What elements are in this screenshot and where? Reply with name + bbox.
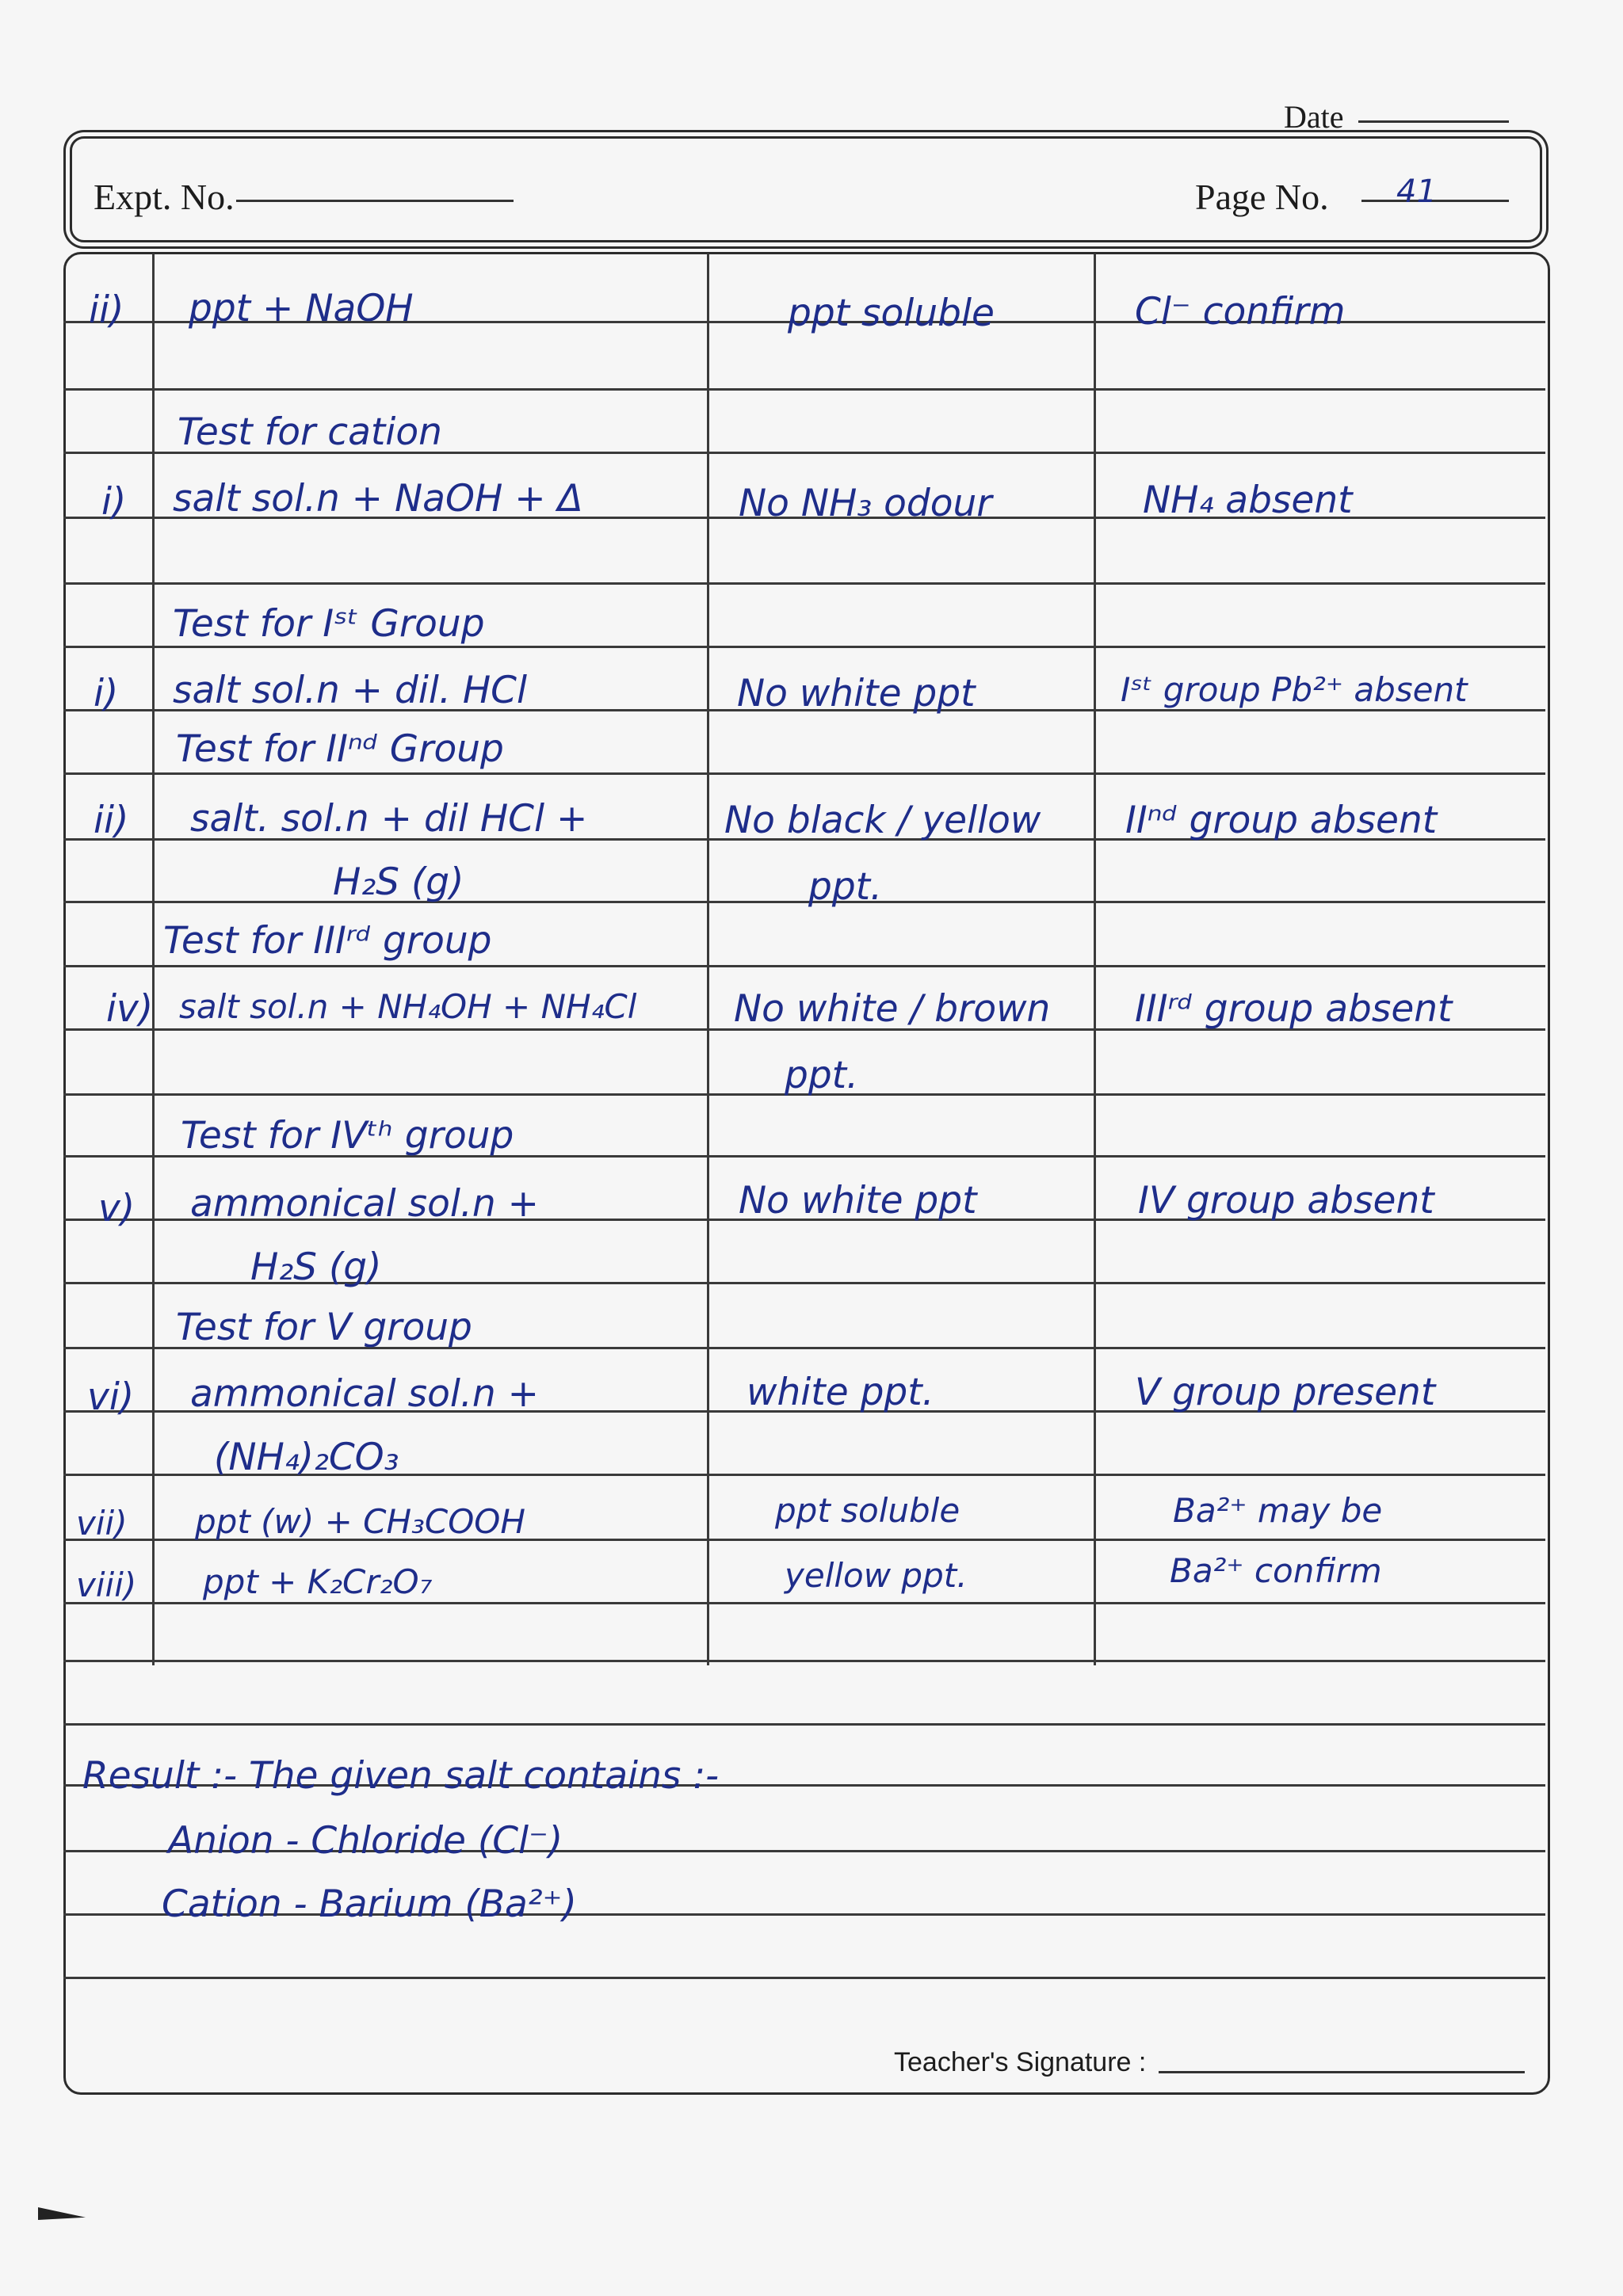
experiment-text: ammonical sol.n + <box>190 1182 539 1226</box>
rule-line <box>63 388 1545 391</box>
observation-text: ppt soluble <box>788 292 995 335</box>
experiment-text: salt. sol.n + dil HCl + <box>190 797 588 841</box>
row-serial: i) <box>94 672 119 715</box>
experiment-text: ppt (w) + CH₃COOH <box>195 1502 525 1541</box>
inference-text: Iˢᵗ group Pb²⁺ absent <box>1121 670 1468 709</box>
experiment-text: salt sol.n + NaOH + Δ <box>173 477 583 521</box>
observation-text: No NH₃ odour <box>739 482 992 525</box>
page-no-label: Page No. <box>1195 177 1329 217</box>
inference-text: IIIʳᵈ group absent <box>1135 987 1453 1031</box>
inference-text: Ba²⁺ confirm <box>1170 1551 1382 1590</box>
experiment-text: salt sol.n + NH₄OH + NH₄Cl <box>179 987 637 1026</box>
row-serial: viii) <box>76 1566 137 1604</box>
result-cation: Cation - Barium (Ba²⁺) <box>162 1882 577 1926</box>
date-label: Date <box>1284 99 1344 135</box>
inference-text: V group present <box>1135 1371 1436 1414</box>
signature-underline <box>1159 2071 1525 2073</box>
experiment-text-cont: H₂S (g) <box>333 860 464 904</box>
row-serial: ii) <box>94 799 129 842</box>
result-anion: Anion - Chloride (Cl⁻) <box>168 1819 563 1863</box>
observation-text-cont: ppt. <box>785 1054 859 1097</box>
observation-text: No black / yellow <box>724 799 1041 842</box>
section-heading: Test for IVᵗʰ group <box>181 1114 514 1158</box>
rule-line <box>63 1602 1545 1604</box>
rule-line <box>63 1977 1545 1979</box>
inference-text: Ba²⁺ may be <box>1173 1491 1383 1530</box>
column-divider-exp <box>707 254 709 1665</box>
experiment-text: ammonical sol.n + <box>190 1372 539 1416</box>
experiment-text: ppt + NaOH <box>189 287 414 330</box>
date-underline <box>1358 120 1509 123</box>
expt-underline <box>236 200 514 202</box>
column-divider-obs <box>1094 254 1096 1665</box>
observation-text: ppt soluble <box>775 1491 960 1530</box>
rule-line <box>63 1660 1545 1662</box>
observation-text: No white / brown <box>734 987 1051 1031</box>
page-corner-mark <box>38 2207 86 2220</box>
result-heading: Result :- The given salt contains :- <box>82 1754 720 1798</box>
rule-line <box>63 965 1545 967</box>
experiment-text: salt sol.n + dil. HCl <box>173 669 528 712</box>
experiment-text-cont: (NH₄)₂CO₃ <box>214 1436 399 1479</box>
rule-line <box>63 901 1545 903</box>
section-heading: Test for Iˢᵗ Group <box>173 602 485 646</box>
row-serial: i) <box>101 480 127 524</box>
experiment-text: ppt + K₂Cr₂O₇ <box>203 1562 433 1601</box>
observation-text: white ppt. <box>747 1371 934 1414</box>
section-heading: Test for IIIʳᵈ group <box>163 919 492 963</box>
section-heading: Test for cation <box>178 410 442 454</box>
observation-text: yellow ppt. <box>785 1556 968 1595</box>
row-serial: vi) <box>87 1375 135 1419</box>
row-serial: vii) <box>76 1504 128 1543</box>
inference-text: IV group absent <box>1138 1179 1434 1222</box>
rule-line <box>63 646 1545 648</box>
column-divider-sn <box>152 254 155 1665</box>
inference-text: IIⁿᵈ group absent <box>1125 799 1438 842</box>
rule-line <box>63 772 1545 775</box>
section-heading: Test for V group <box>176 1306 472 1349</box>
section-heading: Test for IIⁿᵈ Group <box>176 727 504 771</box>
row-serial: iv) <box>106 987 154 1031</box>
inference-text: NH₄ absent <box>1143 479 1353 522</box>
page-number: 41 <box>1396 174 1437 210</box>
rule-line <box>63 1723 1545 1726</box>
inference-text: Cl⁻ confirm <box>1135 290 1346 334</box>
row-serial: v) <box>98 1187 136 1230</box>
observation-text: No white ppt <box>737 672 976 715</box>
experiment-text-cont: H₂S (g) <box>250 1245 382 1289</box>
observation-text-cont: ppt. <box>808 865 883 909</box>
row-serial: ii) <box>89 288 124 332</box>
observation-text: No white ppt <box>739 1179 977 1222</box>
teacher-signature-label: Teacher's Signature : <box>894 2047 1147 2077</box>
expt-no-label: Expt. No. <box>94 177 235 217</box>
rule-line <box>63 582 1545 585</box>
